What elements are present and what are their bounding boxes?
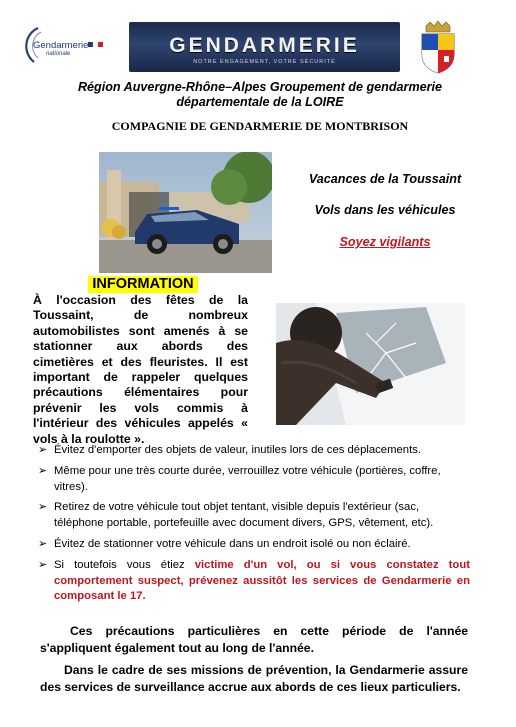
gendarmerie-nationale-logo — [24, 22, 108, 70]
list-item — [38, 537, 470, 553]
list-item-text: Si toutefois vous étiez — [54, 558, 195, 571]
car-break-in-photo — [276, 303, 465, 425]
banner-tagline: NOTRE ENGAGEMENT, VOTRE SÉCURITÉ — [193, 59, 336, 65]
emergency-warning-text: victime d'un vol, ou si vous constatez tout comportement suspect, prévenez aussitôt les services de Gendarmerie en composant le 17. — [54, 558, 470, 603]
list-item-text: Évitez d'emporter des objets de valeur, inutiles lors de ces déplacements. — [54, 444, 421, 456]
company-title: COMPAGNIE DE GENDARMERIE DE MONTBRISON — [111, 119, 409, 133]
list-item — [38, 558, 470, 605]
list-item — [38, 500, 470, 532]
arrow-bullet-icon: ➢ — [38, 558, 48, 571]
regional-crest-icon — [418, 20, 458, 74]
information-title: INFORMATION — [88, 276, 198, 293]
list-item-text: Évitez de stationner votre véhicule dans un endroit isolé ou non éclairé. — [54, 537, 411, 550]
list-item-text: Même pour une très courte durée, verrouillez votre véhicule (portières, coffre, vitres). — [54, 464, 441, 493]
region-title: Région Auvergne-Rhône–Alpes Groupement de gendarmerie départementale de la LOIRE — [77, 80, 443, 109]
headline-toussaint: Vacances de la Toussaint — [308, 172, 462, 186]
closing-paragraph-2: Dans le cadre de ses missions de prévention, la Gendarmerie assure des services de surveillance accrue aux abords de ces lieux particuliers. — [40, 663, 468, 694]
logo-subtext: nationale — [46, 51, 71, 57]
gendarmerie-banner — [129, 22, 400, 72]
closing-paragraph-1: Ces précautions particulières en cette période de l'année s'appliquent également tout au long de l'année. — [40, 624, 468, 655]
banner-title: GENDARMERIE — [169, 34, 360, 57]
headline-vigilants: Soyez vigilants — [339, 235, 431, 249]
list-item-text: Retirez de votre véhicule tout objet tentant, visible depuis l'extérieur (sac, téléphone portable, portefeuille avec document divers, GPS, vêtement, etc). — [54, 501, 434, 530]
arrow-bullet-icon: ➢ — [38, 501, 48, 514]
arrow-bullet-icon: ➢ — [38, 464, 48, 477]
list-item — [38, 443, 470, 459]
arrow-bullet-icon: ➢ — [38, 537, 48, 550]
list-item — [38, 464, 470, 496]
intro-paragraph: À l'occasion des fêtes de la Toussaint, de nombreux automobilistes sont amenés à se stationner aux abords des cimetières et des fleuristes. Il est important de rappeler quelques précautions élémentaires pour prévenir les vols commis à l'intérieur des véhicules appelés « vols à la roulotte ». — [33, 293, 248, 446]
precautions-list — [38, 443, 470, 610]
headline-vols: Vols dans les véhicules — [314, 203, 456, 217]
gendarmerie-car-photo — [99, 152, 272, 273]
arrow-bullet-icon: ➢ — [38, 444, 48, 456]
logo-text: Gendarmerie — [33, 40, 89, 51]
